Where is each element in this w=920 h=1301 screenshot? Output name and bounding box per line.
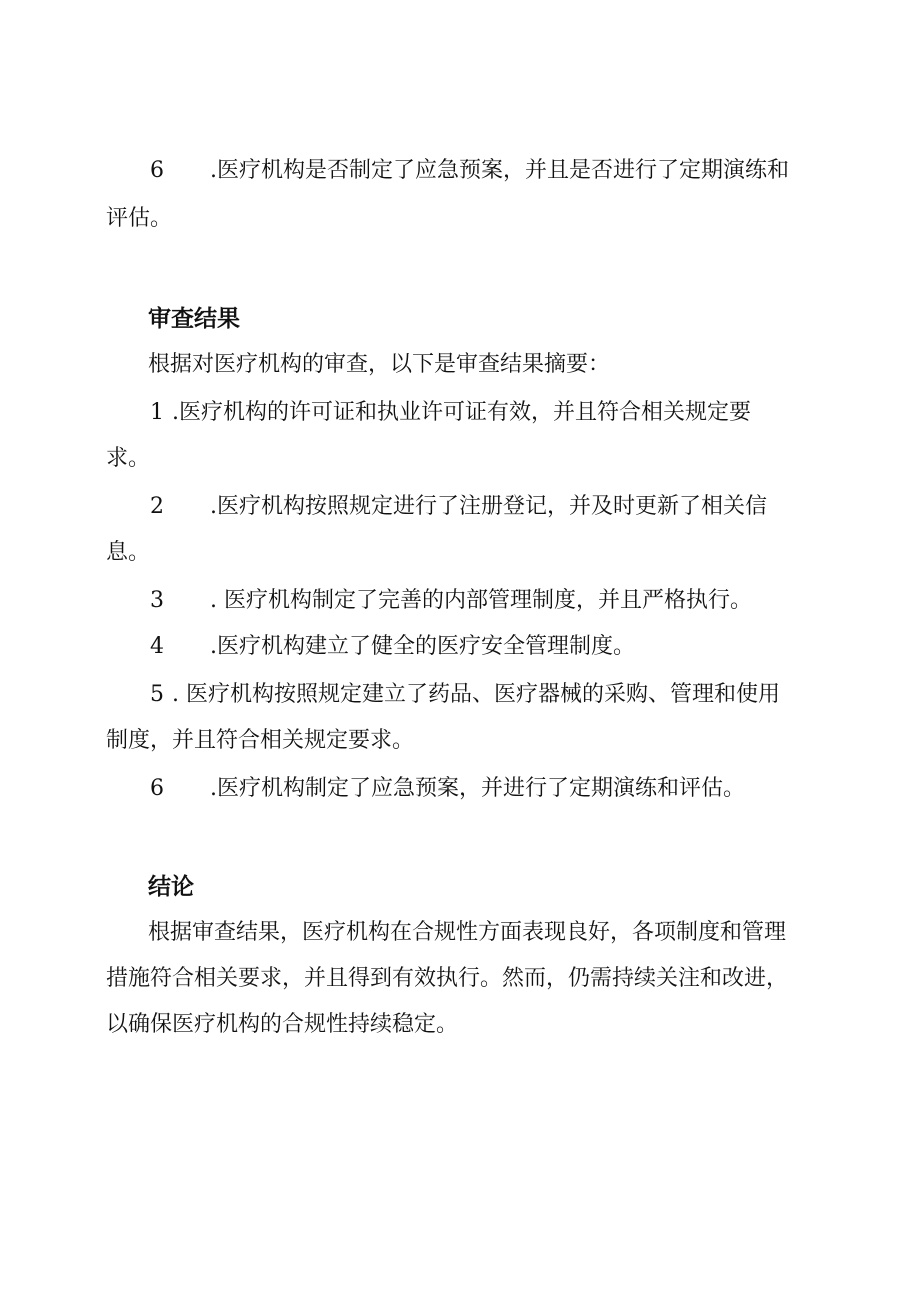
result-item-line1: .医疗机构制定了应急预案，并进行了定期演练和评估。: [210, 776, 745, 801]
result-item-line1: .医疗机构按照规定进行了注册登记，并及时更新了相关信: [210, 494, 767, 519]
conclusion-line2: 措施符合相关要求，并且得到有效执行。然而，仍需持续关注和改进，: [106, 966, 789, 991]
conclusion-line3: 以确保医疗机构的合规性持续稳定。: [106, 1012, 459, 1037]
result-item-number: 2: [150, 494, 164, 519]
conclusion-heading: 结论: [148, 874, 194, 900]
result-item-line1: .医疗机构建立了健全的医疗安全管理制度。: [210, 634, 635, 659]
results-intro: 根据对医疗机构的审查，以下是审查结果摘要：: [148, 352, 611, 377]
result-item-number: 4: [150, 634, 164, 659]
result-item-line1: . 医疗机构制定了完善的内部管理制度，并且严格执行。: [210, 588, 752, 613]
top-item-line1: .医疗机构是否制定了应急预案，并且是否进行了定期演练和: [210, 158, 789, 183]
result-item-number: 1: [150, 400, 164, 425]
result-item-line1: .医疗机构的许可证和执业许可证有效，并且符合相关规定要: [172, 400, 751, 425]
top-item-number: 6: [150, 158, 164, 183]
top-item-line2: 评估。: [106, 206, 173, 231]
result-item-number: 6: [150, 776, 164, 801]
result-item-number: 3: [150, 588, 164, 613]
conclusion-line1: 根据审查结果，医疗机构在合规性方面表现良好，各项制度和管理: [148, 920, 787, 945]
result-item-number: 5: [150, 682, 164, 707]
result-item-line2: 制度，并且符合相关规定要求。: [106, 728, 415, 753]
result-item-line2: 求。: [106, 446, 151, 471]
result-item-line2: 息。: [106, 540, 151, 565]
results-heading: 审查结果: [148, 306, 240, 332]
result-item-line1: . 医疗机构按照规定建立了药品、医疗器械的采购、管理和使用: [172, 682, 780, 707]
